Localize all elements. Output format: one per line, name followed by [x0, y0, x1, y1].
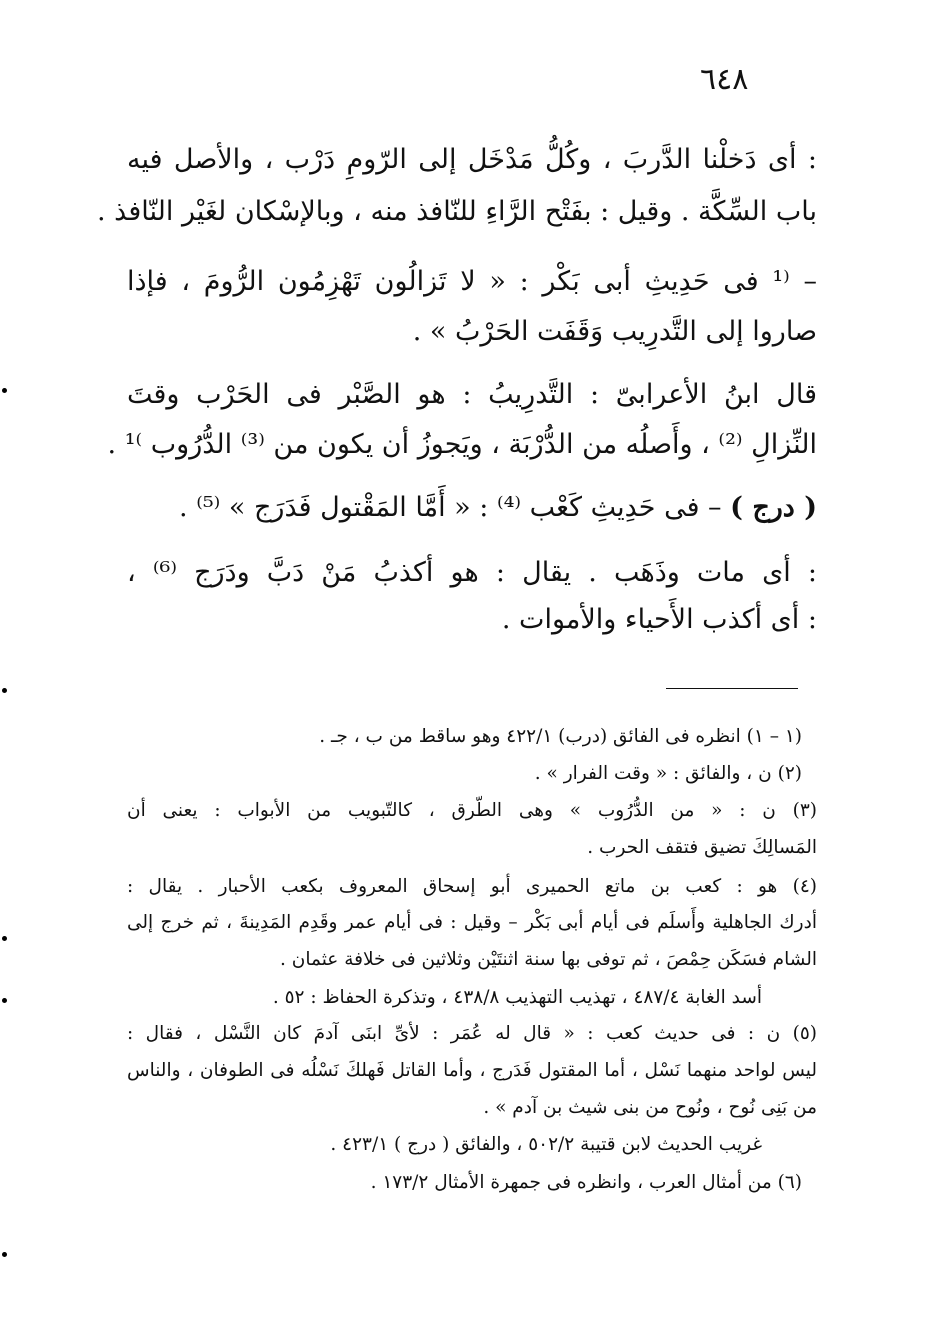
- footnote-line-9: (٥) ن : فى حديث كعب : « قال له عُمَر : لأىِّ ابنَى آدمَ كان النَّسْل ، فقال :: [127, 1023, 817, 1044]
- page-number: ٦٤٨: [700, 62, 749, 97]
- footnote-line-11: من بَنِى نُوح ، ونُوح من بنى شيث بن آدم » .: [483, 1097, 817, 1118]
- footnote-line-4: المَسالِكَ تضيق فتقف الحرب .: [587, 837, 817, 858]
- entry-word: ( درج ): [730, 492, 817, 523]
- footnote-line-7: الشام فسَكَن حِمْصَ ، ثم توفى بها سنة اثنتَيْن وثلاثين فى خلافة عثمان .: [280, 949, 817, 970]
- footnote-line-13: (٦) من أمثال العرب ، وانظره فى جمهرة الأمثال ١٧٣/٢ .: [370, 1172, 802, 1193]
- footnote-line-1: (١ – ١) انظره فى الفائق (درب) ٤٢٢/١ وهو ساقط من ب ، جـ .: [319, 726, 802, 747]
- margin-mark: [2, 688, 7, 693]
- margin-mark: [2, 998, 7, 1003]
- footnote-line-10: ليس لواحد منهما نَسْل ، أما المقتول فَدَرج ، وأما القاتل فَهلكَ نَسْلُه فى الطوفان ، والناس: [127, 1060, 817, 1081]
- body-line-6: النِّزالِ ⁽²⁾ ، وأَصلُه من الدُّرْبَة ، ويَجوزُ أن يكون من ⁽³⁾ الدُّرُوب ⁾¹ .: [107, 429, 817, 460]
- body-line-9: : أى أكذب الأَحياء والأموات .: [501, 604, 817, 635]
- body-line-3: – ⁽¹ فى حَدِيثِ أبى بَكْر : « لا تَزالُون تَهْزِمُون الرُّومَ ، فإذا: [127, 266, 817, 297]
- footnote-line-5: (٤) هو : كعب بن ماتع الحميرى أبو إسحاق المعروف بكعب الأحبار . يقال :: [127, 876, 817, 897]
- body-line-2: باب السِّكَّة . وقيل : بفَتْح الرَّاءِ للنّافذ منه ، وبالإسْكان لغَيْر النّافذ .: [97, 196, 817, 227]
- margin-mark: [2, 388, 7, 393]
- footnote-line-6: أدرك الجاهلية وأَسلَم فى أيام أبى بَكْر – وقيل : فى أيام عمر وقَدِم المَدِينةَ ، ثم خرج إلى: [127, 912, 817, 933]
- body-line-4: صاروا إلى التَّدرِيب وَقَفَت الحَرْبُ » .: [412, 316, 817, 347]
- footnote-line-3: (٣) ن : « من الدُّرُوب » وهى الطّرق ، كالتّبويب من الأبواب : يعنى أن: [127, 800, 817, 821]
- footnote-line-2: (٢) ن ، والفائق : « وقت الفرار » .: [534, 763, 802, 784]
- footnote-separator: [666, 688, 798, 689]
- margin-mark: [2, 1252, 7, 1257]
- body-line-1: : أى دَخلْنا الدَّربَ ، وكُلُّ مَدْخَل إلى الرّومِ دَرْب ، والأصل فيه: [127, 144, 817, 175]
- body-line-8: : أى مات وذَهَب . يقال : هو أكذبُ مَنْ دَبَّ ودَرَج ⁽⁶⁾ ،: [127, 557, 817, 588]
- entry-line: [127, 488, 817, 528]
- margin-mark: [2, 936, 7, 941]
- entry-text: – فى حَدِيثِ كَعْب ⁽⁴⁾ : « أَمَّا المَقْتول فَدَرَج » ⁽⁵⁾ .: [179, 492, 722, 523]
- footnote-line-8: أسد الغابة ٤٨٧/٤ ، تهذيب التهذيب ٤٣٨/٨ ، وتذكرة الحفاظ : ٥٢ .: [272, 987, 762, 1008]
- footnote-line-12: غريب الحديث لابن قتيبة ٥٠٢/٢ ، والفائق ( درج ) ٤٢٣/١ .: [330, 1134, 762, 1155]
- body-line-5: قال ابنُ الأعرابىّ : التَّدرِيبُ : هو الصَّبْر فى الحَرْب وقتَ: [127, 379, 817, 410]
